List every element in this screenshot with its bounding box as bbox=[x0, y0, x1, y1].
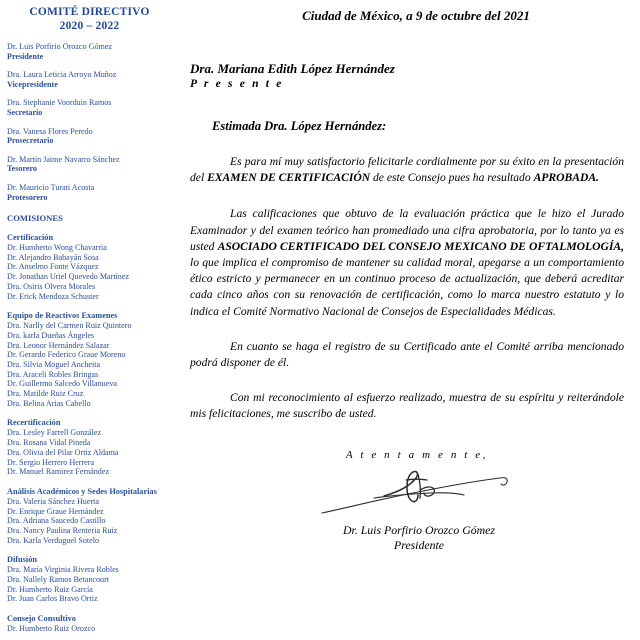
p1-bold-exam: EXAMEN DE CERTIFICACIÓN bbox=[207, 171, 371, 185]
commission-group-title: Recertificación bbox=[7, 418, 61, 428]
officer-entry bbox=[7, 183, 172, 202]
salutation: Estimada Dra. López Hernández: bbox=[212, 119, 387, 133]
officer-name: Dra. Vanesa Flores Peredo bbox=[7, 126, 93, 136]
commission-member-list bbox=[7, 243, 172, 301]
commission-group bbox=[7, 233, 172, 301]
list-item: Dr. Erick Mendoza Schuster bbox=[7, 291, 99, 301]
commission-group-title: Certificación bbox=[7, 233, 54, 243]
commission-group-title: Consejo Consultivo bbox=[7, 614, 76, 624]
list-item: Dr. Manuel Ramirez Fernández bbox=[7, 467, 110, 477]
officer-entry bbox=[7, 70, 172, 89]
p2-text-b: lo que implica el compromiso de mantener su calidad moral, apegarse a un comportamiento ético estricto y permanecer en un continuo proceso de actualización, que deberá acreditar cada cinco años con su renovación de certificación, como lo marca nuestro estatuto y lo indica el Comité Normativo Nacional de Consejos de Especialidades Médicas. bbox=[190, 256, 624, 318]
officer-entry bbox=[7, 98, 172, 117]
p2-bold-title: ASOCIADO CERTIFICADO DEL CONSEJO MEXICANO DE OFTALMOLOGÍA, bbox=[217, 239, 624, 253]
officer-entry bbox=[7, 42, 172, 61]
officer-name: Dr. Mauricio Turati Acosta bbox=[7, 182, 95, 192]
date-line: Ciudad de México, a 9 de octubre del 2021 bbox=[302, 8, 530, 23]
list-item: Dra. Belina Arias Cabello bbox=[7, 398, 91, 408]
list-item: Dr. Sergio Herrero Herrera bbox=[7, 457, 95, 467]
commission-group bbox=[7, 614, 172, 634]
officer-name: Dra. Stephanie Voorduin Ramos bbox=[7, 98, 112, 108]
officer-role: Protesorero bbox=[7, 192, 48, 202]
commission-group bbox=[7, 487, 172, 545]
officer-role: Vicepresidente bbox=[7, 79, 58, 89]
sidebar-title bbox=[7, 6, 172, 33]
officer-role: Prosecretario bbox=[7, 136, 54, 146]
signer-role: Presidente bbox=[393, 537, 444, 552]
addressee-presente: P r e s e n t e bbox=[190, 78, 284, 90]
list-item: Dra. Matilde Ruiz Cruz bbox=[7, 389, 84, 399]
list-item: Dra. Lesley Farrell González bbox=[7, 428, 101, 438]
list-item: Dra. Rosana Vidal Pineda bbox=[7, 438, 91, 448]
addressee-name: Dra. Mariana Edith López Hernández bbox=[190, 61, 395, 76]
commission-member-list bbox=[7, 428, 172, 477]
list-item: Dra. Silvia Moguel Ancheita bbox=[7, 359, 101, 369]
list-item: Dra. Narlly del Carmen Ruiz Quintero bbox=[7, 321, 132, 331]
list-item: Dra. Nallely Ramos Betancourt bbox=[7, 574, 110, 584]
list-item: Dra. Leonor Hernández Salazar bbox=[7, 340, 110, 350]
signature-image bbox=[190, 465, 624, 523]
p1-text-b: de este Consejo pues ha resultado bbox=[370, 171, 534, 185]
commission-group bbox=[7, 418, 172, 476]
list-item: Dr. Juan Carlos Bravo Ortiz bbox=[7, 594, 98, 604]
commission-member-list bbox=[7, 497, 172, 546]
signer-block bbox=[190, 523, 624, 553]
commission-group bbox=[7, 555, 172, 604]
officer-entry bbox=[7, 127, 172, 146]
officer-role: Tesorero bbox=[7, 164, 37, 174]
list-item: Dr. Humberto Wong Chavarria bbox=[7, 243, 107, 253]
list-item: Dra. karla Dueñas Ángeles bbox=[7, 330, 95, 340]
list-item: Dra. Nancy Paulina Renteria Ruiz bbox=[7, 525, 118, 535]
list-item: Dra. Olivia del Pilar Ortiz Aldama bbox=[7, 447, 119, 457]
list-item: Dr. Enrique Graue Hernández bbox=[7, 506, 104, 516]
paragraph-four: Con mi reconocimiento al esfuerzo realizado, muestra de su espíritu y reiterándole mis felicitaciones, me suscribo de usted. bbox=[190, 391, 624, 421]
list-item: Dra. Araceli Robles Bringas bbox=[7, 369, 99, 379]
list-item: Dr. Guillermo Salcedo Villanueva bbox=[7, 379, 117, 389]
list-item: Dr. Anselmo Fonte Vázquez bbox=[7, 262, 99, 272]
list-item: Dr. Humberto Ruiz García bbox=[7, 584, 93, 594]
letter-body bbox=[178, 0, 640, 640]
list-item: Dra. Osiris Olvera Morales bbox=[7, 281, 96, 291]
commission-member-list bbox=[7, 624, 172, 634]
p2-text-a: Las calificaciones que obtuvo de la evaluación práctica que le hizo el Jurado Examinador y del examen teórico han promediado una cifra aprobatoria, por lo tanto ya es usted bbox=[190, 207, 624, 253]
list-item: Dra. Karla Verduguel Sotelo bbox=[7, 535, 100, 545]
commission-group-title: Difusión bbox=[7, 555, 37, 565]
sidebar-title-line2: 2020 – 2022 bbox=[59, 19, 120, 32]
commission-member-list bbox=[7, 321, 172, 408]
list-item: Dra. Adriana Saucedo Castillo bbox=[7, 516, 106, 526]
officer-entry bbox=[7, 155, 172, 174]
officer-name: Dr. Luis Porfirio Orozco Gómez bbox=[7, 42, 112, 51]
officer-name: Dra. Laura Leticia Arroyo Muñoz bbox=[7, 70, 117, 80]
list-item: Dr. Gerardo Federico Graue Moreno bbox=[7, 350, 126, 360]
signer-name: Dr. Luis Porfirio Orozco Gómez bbox=[343, 522, 495, 537]
p1-bold-aprobada: APROBADA. bbox=[533, 171, 599, 185]
officer-role: Presidente bbox=[7, 51, 44, 61]
list-item: Dr. Jonathan Uriel Quevedo Martínez bbox=[7, 272, 130, 282]
commissions-heading: COMISIONES bbox=[7, 213, 63, 224]
list-item: Dr. Humberto Ruiz Orozco bbox=[7, 623, 96, 633]
paragraph-three: En cuanto se haga el registro de su Certificado ante el Comité arriba mencionado podrá disponer de él. bbox=[190, 339, 624, 370]
commission-member-list bbox=[7, 565, 172, 604]
officer-role: Secretario bbox=[7, 107, 43, 117]
sidebar-title-line1: COMITÉ DIRECTIVO bbox=[29, 6, 150, 18]
committee-sidebar bbox=[0, 0, 178, 640]
paragraph-one bbox=[190, 154, 624, 186]
p1-text-a: Es para mí muy satisfactorio felicitarle cordialmente por su éxito en la presentación del bbox=[190, 155, 624, 185]
officer-name: Dr. Martin Jaime Navarro Sánchez bbox=[7, 154, 120, 164]
list-item: Dra. Valeria Sánchez Huerta bbox=[7, 496, 99, 506]
commission-group-title: Equipo de Reactivos Examenes bbox=[7, 311, 118, 321]
closing-line: A t e n t a m e n t e, bbox=[345, 448, 489, 461]
list-item: Dra. María Virginia Rivera Robles bbox=[7, 565, 119, 575]
commission-group bbox=[7, 311, 172, 408]
list-item: Dr. Alejandro Babayán Sosa bbox=[7, 252, 99, 262]
paragraph-two bbox=[190, 206, 624, 319]
commission-group-title: Análisis Académicos y Sedes Hospitalarias bbox=[7, 486, 157, 496]
